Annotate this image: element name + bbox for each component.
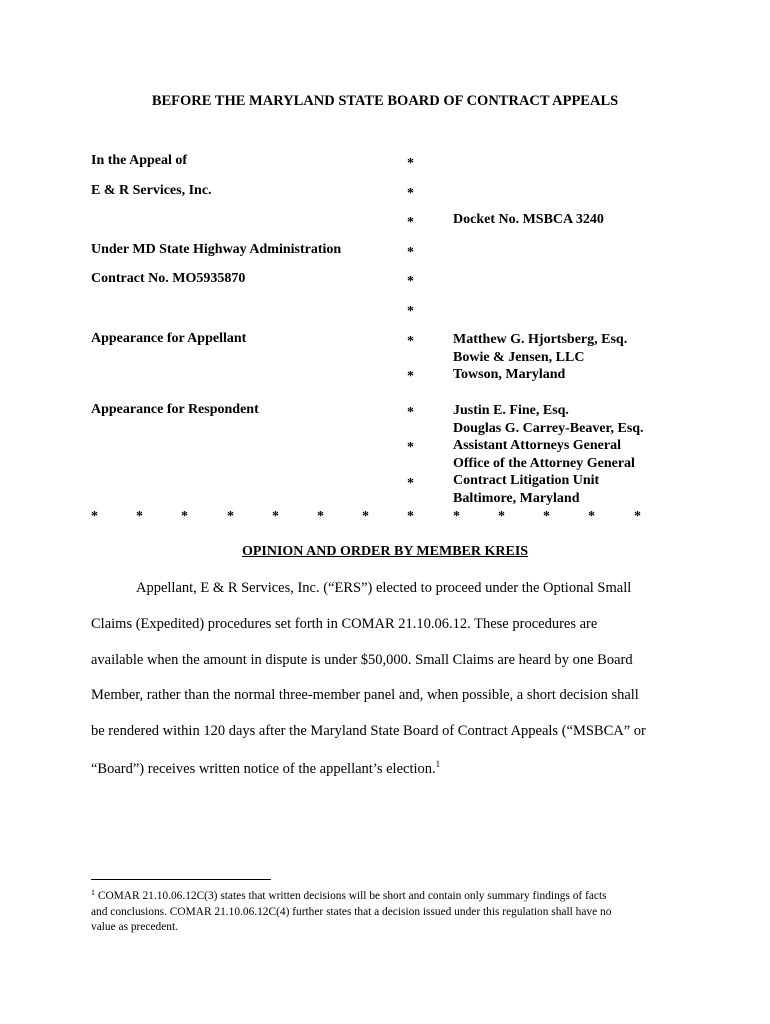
opinion-line: Member, rather than the normal three-member panel and, when possible, a short decision shall bbox=[91, 687, 639, 703]
separator-star: * bbox=[543, 509, 550, 524]
caption-star: * bbox=[407, 156, 414, 171]
respondent-counsel-line: Contract Litigation Unit bbox=[453, 473, 600, 489]
respondent-counsel-block bbox=[453, 402, 644, 508]
footnote bbox=[91, 885, 611, 936]
caption-star: * bbox=[407, 334, 414, 349]
appeal-of-label: In the Appeal of bbox=[91, 153, 188, 168]
caption-star: * bbox=[407, 215, 414, 230]
appellant-counsel-line: Matthew G. Hjortsberg, Esq. bbox=[453, 332, 628, 347]
respondent-counsel-line: Justin E. Fine, Esq. bbox=[453, 403, 569, 418]
separator-star: * bbox=[136, 509, 143, 524]
respondent-counsel-line: Assistant Attorneys General bbox=[453, 438, 621, 454]
opinion-line: be rendered within 120 days after the Maryland State Board of Contract Appeals (“MSBCA” or bbox=[91, 723, 646, 739]
separator-star: * bbox=[407, 509, 414, 524]
appearance-appellant-label: Appearance for Appellant bbox=[91, 331, 247, 346]
caption-star: * bbox=[407, 369, 414, 384]
opinion-line: available when the amount in dispute is under $50,000. Small Claims are heard by one Board bbox=[91, 652, 633, 668]
docket-number: Docket No. MSBCA 3240 bbox=[453, 212, 604, 227]
separator-star: * bbox=[634, 509, 641, 524]
footnote-number: 1 bbox=[91, 888, 95, 897]
appellant-counsel-line: Towson, Maryland bbox=[453, 367, 566, 383]
respondent-counsel-line: Baltimore, Maryland bbox=[453, 490, 580, 506]
footnote-reference[interactable]: 1 bbox=[435, 759, 441, 769]
appellant-counsel-line: Bowie & Jensen, LLC bbox=[453, 349, 585, 365]
respondent-counsel-line: Office of the Attorney General bbox=[453, 455, 635, 471]
footnote-line bbox=[91, 885, 611, 905]
caption-star: * bbox=[407, 186, 414, 201]
footnote-line: and conclusions. COMAR 21.10.06.12C(4) further states that a decision issued under this regulation shall have no bbox=[91, 905, 612, 918]
appellant-name: E & R Services, Inc. bbox=[91, 183, 212, 198]
separator-star: * bbox=[453, 509, 460, 524]
caption-star: * bbox=[407, 304, 414, 319]
separator-star: * bbox=[227, 509, 234, 524]
separator-star: * bbox=[362, 509, 369, 524]
agency-line: Under MD State Highway Administration bbox=[91, 242, 342, 257]
opinion-heading: OPINION AND ORDER BY MEMBER KREIS bbox=[241, 544, 529, 559]
separator-star: * bbox=[91, 509, 98, 524]
footnote-text: COMAR 21.10.06.12C(3) states that written decisions will be short and contain only summary findings of facts bbox=[97, 890, 607, 902]
appearance-respondent-label: Appearance for Respondent bbox=[91, 402, 259, 417]
caption-star: * bbox=[407, 245, 414, 260]
opinion-line: Appellant, E & R Services, Inc. (“ERS”) elected to proceed under the Optional Small bbox=[136, 580, 632, 596]
caption-star: * bbox=[407, 405, 414, 420]
opinion-line: “Board”) receives written notice of the appellant’s election. bbox=[91, 761, 436, 777]
separator-star: * bbox=[498, 509, 505, 524]
contract-number: Contract No. MO5935870 bbox=[91, 271, 246, 286]
caption-star: * bbox=[407, 476, 414, 491]
appellant-counsel-block bbox=[453, 331, 627, 384]
separator-star: * bbox=[317, 509, 324, 524]
separator-star: * bbox=[181, 509, 188, 524]
opinion-line: Claims (Expedited) procedures set forth in COMAR 21.10.06.12. These procedures are bbox=[91, 616, 598, 632]
caption-star: * bbox=[407, 440, 414, 455]
footnote-divider bbox=[91, 879, 271, 880]
footnote-line: value as precedent. bbox=[91, 921, 178, 933]
separator-star: * bbox=[272, 509, 279, 524]
page-title: BEFORE THE MARYLAND STATE BOARD OF CONTRACT APPEALS bbox=[151, 93, 619, 109]
opinion-last-line bbox=[91, 759, 440, 778]
respondent-counsel-line: Douglas G. Carrey-Beaver, Esq. bbox=[453, 420, 644, 436]
separator-star: * bbox=[588, 509, 595, 524]
caption-star: * bbox=[407, 274, 414, 289]
